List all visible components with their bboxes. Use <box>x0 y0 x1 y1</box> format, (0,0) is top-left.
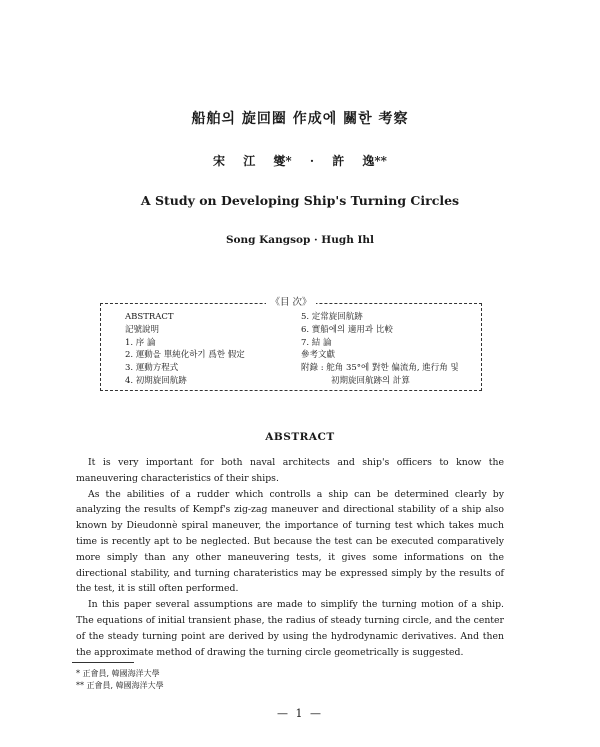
footnote: ** 正會員, 韓國海洋大學 <box>76 681 164 690</box>
table-of-contents <box>100 297 482 391</box>
toc-item: 7. 結 論 <box>301 337 332 348</box>
toc-item: 附錄 : 舵角 35°에 對한 偏流角, 進行角 및 <box>301 363 459 374</box>
abstract-paragraph: It is very important for both naval architects and ship's officers to know the maneuvering characteristics of their ships. <box>76 457 504 484</box>
toc-item-continuation: 初期旋回航跡의 計算 <box>331 375 410 386</box>
toc-item: 6. 實船에의 適用과 比較 <box>301 324 393 335</box>
toc-item: 2. 運動을 單純化하기 爲한 假定 <box>125 350 245 361</box>
korean-title: 船舶의 旋回圈 作成에 關한 考察 <box>191 111 409 127</box>
toc-item: ABSTRACT <box>125 312 174 322</box>
toc-item: 4. 初期旋回航跡 <box>125 375 187 386</box>
footnote-divider <box>72 662 134 663</box>
page-number: — 1 — <box>277 707 323 720</box>
toc-item: 3. 運動方程式 <box>125 363 179 374</box>
footnotes <box>76 668 164 692</box>
abstract-paragraph: In this paper several assumptions are made to simplify the turning motion of a ship. The equations of initial transient phase, the radius of steady turning circle, and the center of the steady turning point are derived by using the hydrodynamic derivatives. And then the approximate method of drawing the turning circle geometrically is suggested. <box>76 599 504 658</box>
toc-item: 1. 序 論 <box>125 337 156 348</box>
toc-item: 參考文獻 <box>301 350 336 361</box>
english-authors: Song Kangsop · Hugh Ihl <box>225 234 375 246</box>
abstract-paragraph: As the abilities of a rudder which controlls a ship can be determined clearly by analyzing the results of Kempf's zig-zag maneuver and directional stability of a ship also known by Dieudonnè spiral maneuver, the importance of turning test which takes much time is recently apt to be neglected. But because the test can be executed comparatively more simply than any other maneuvering tests, it gives some informations on the directional stability, and turning charateristics may be expressed simply by the results of the test, it is still often performed. <box>76 488 504 595</box>
footnote: * 正會員, 韓國海洋大學 <box>76 669 160 678</box>
toc-item: 5. 定常旋回航跡 <box>301 312 363 322</box>
toc-left-column <box>125 311 245 388</box>
abstract-heading: ABSTRACT <box>265 431 335 443</box>
korean-authors: 宋 江 燮* · 許 逸** <box>213 154 387 168</box>
english-title: A Study on Developing Ship's Turning Circles <box>140 193 460 208</box>
abstract-body <box>76 455 504 660</box>
toc-heading: 《目 次》 <box>266 297 315 308</box>
toc-right-column <box>301 311 459 388</box>
toc-item: 記號說明 <box>125 324 160 335</box>
